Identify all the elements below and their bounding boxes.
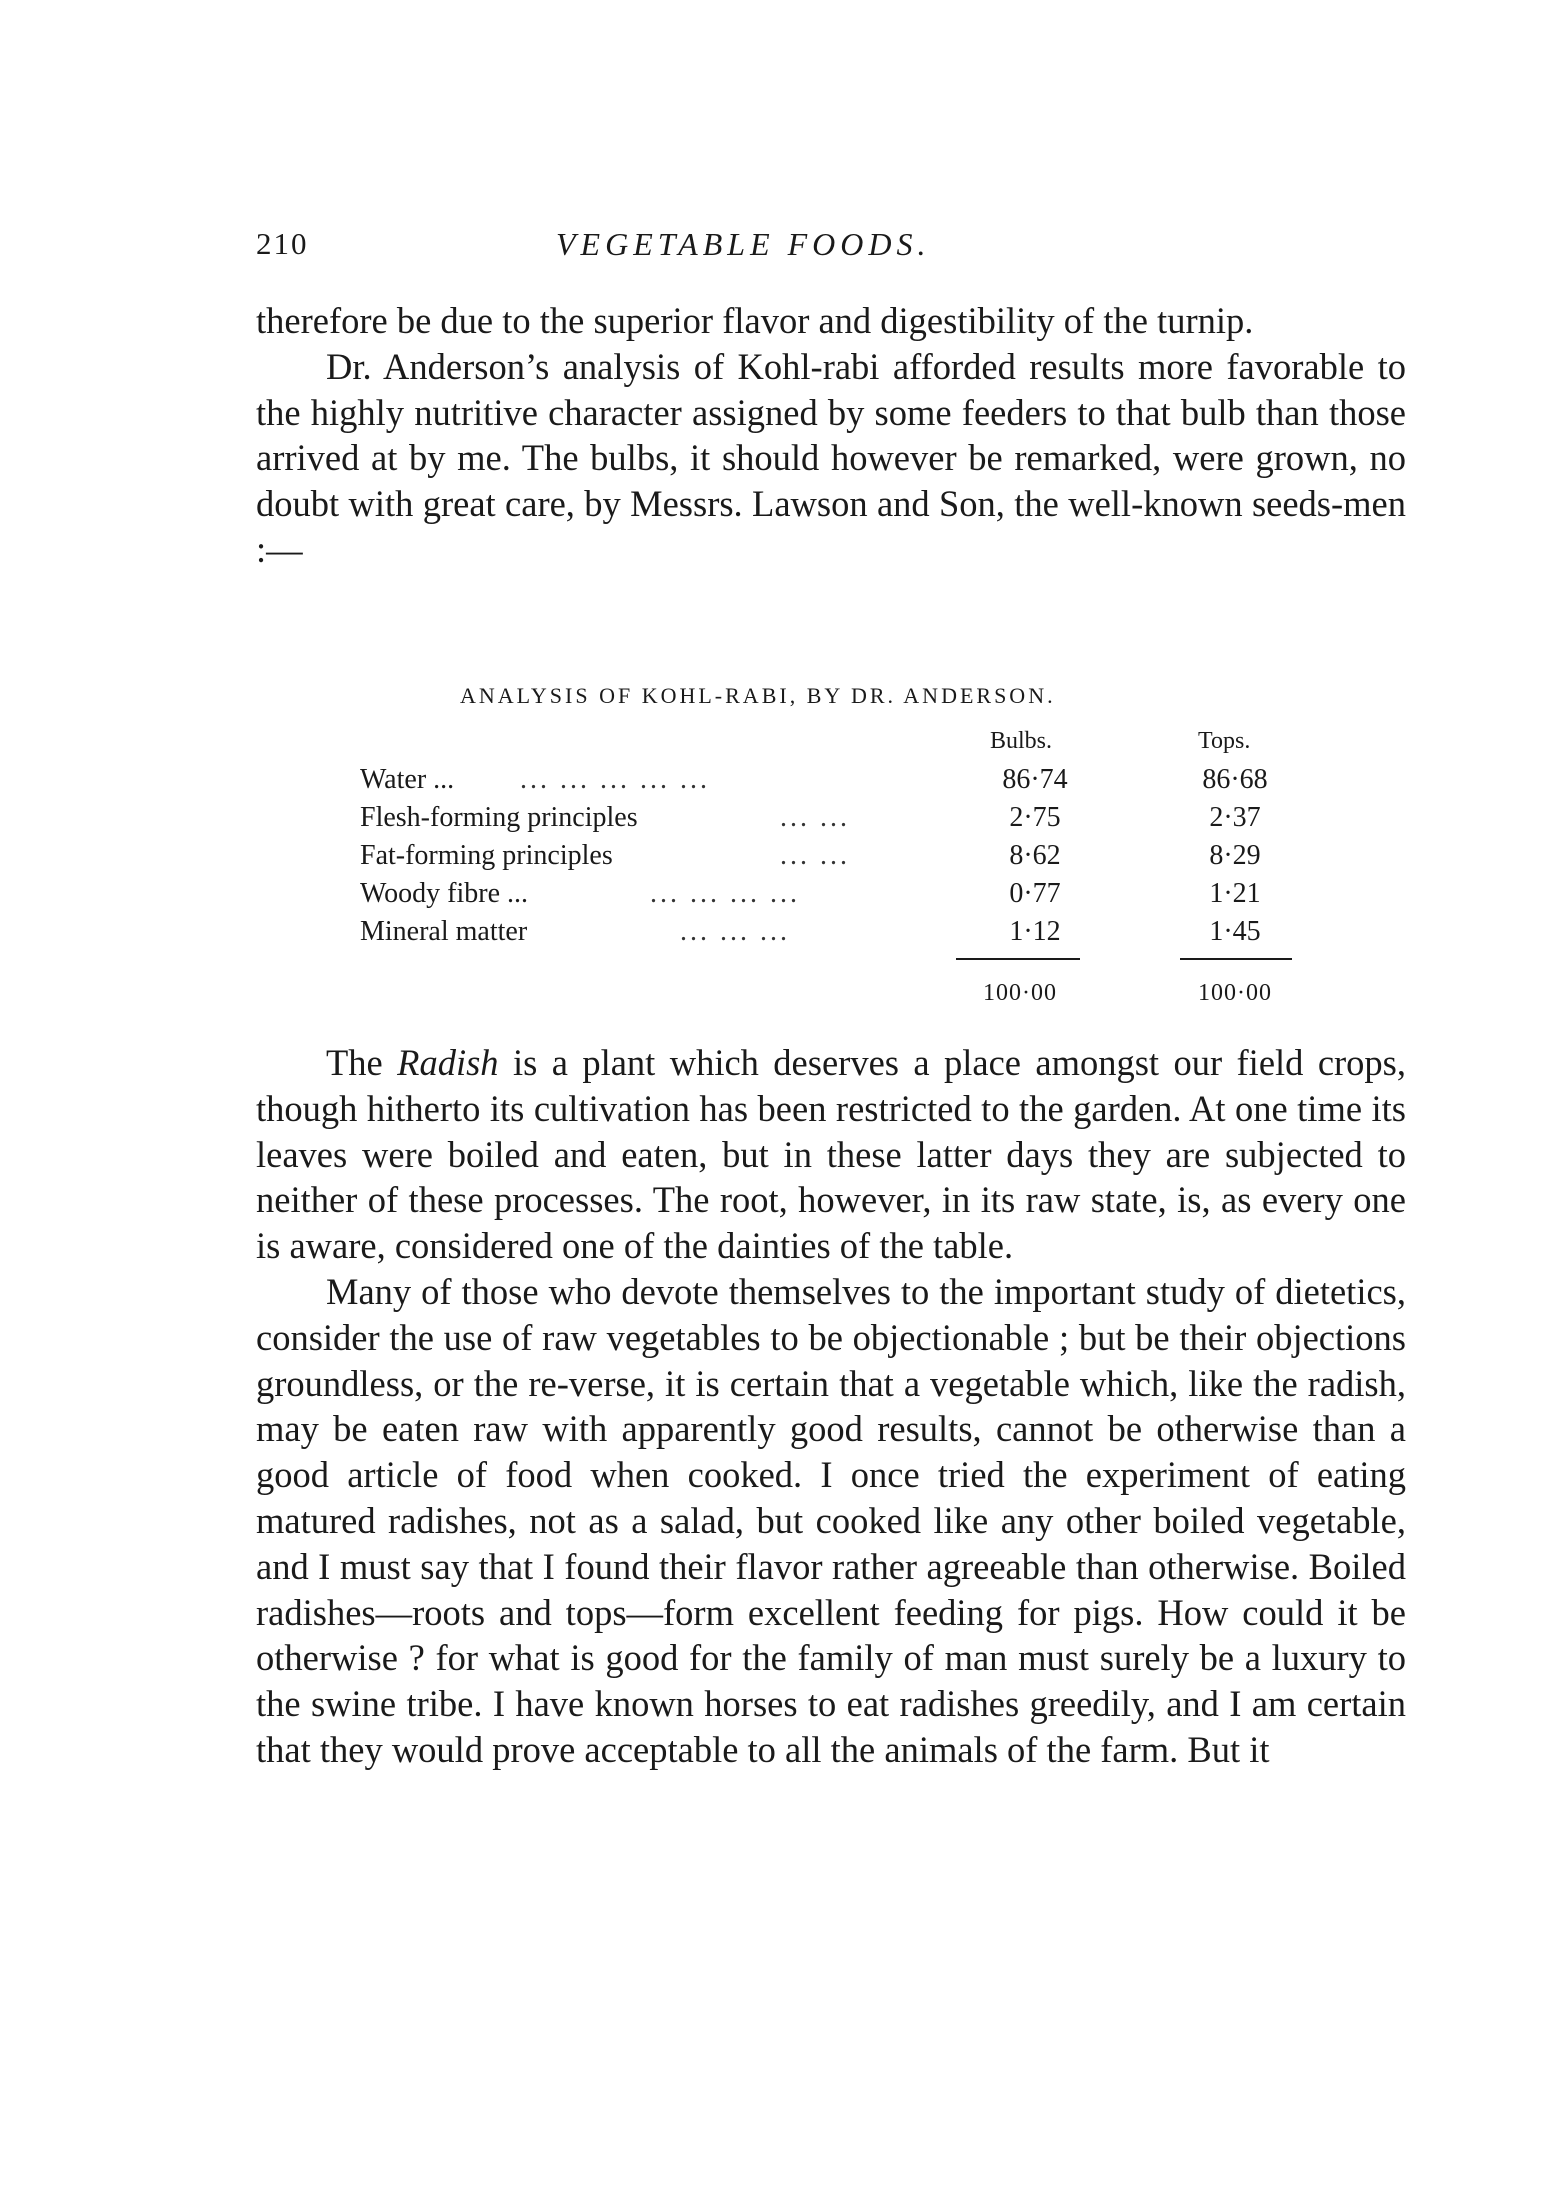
tops-value: 1·21 [1209,878,1261,909]
paragraph-4: Many of those who devote themselves to the important study of dietetics, consider the use of raw vegetables to be objectionable ; but be their objections groundless, or the re-verse, it is certain that a vegetable which, like the radish, may be eaten raw with apparently good results, cannot be otherwise than a good article of food when cooked. I once tried the experiment of eating matured radishes, not as a salad, but cooked like any other boiled vegetable, and I must say that I found their flavor rather agreeable than otherwise. Boiled radishes—roots and tops—form excellent feeding for pigs. How could it be otherwise ? for what is good for the family of man must surely be a luxury to the swine tribe. I have known horses to eat radishes greedily, and I am certain that they would prove acceptable to all the animals of the farm. But it [256,1270,1406,1770]
running-title: VEGETABLE FOODS. [556,226,931,262]
page-header [256,226,1406,276]
row-label: Water ... [360,764,455,795]
total-bulbs: 100·00 [983,980,1057,1006]
leader-dots: ... ... [780,840,850,871]
bulbs-value: 1·12 [1009,916,1061,947]
bulbs-value: 8·62 [1009,840,1061,871]
column-header-tops: Tops. [1198,728,1251,754]
total-tops: 100·00 [1198,980,1272,1006]
tops-value: 2·37 [1209,802,1261,833]
paragraph-2: Dr. Anderson’s analysis of Kohl-rabi afforded results more favorable to the highly nutritive character assigned by some feeders to that bulb than those arrived at by me. The bulbs, it should however be remarked, were grown, no doubt with great care, by Messrs. Lawson and Son, the well-known seeds-men :— [256,345,1406,570]
tops-value: 86·68 [1202,764,1268,795]
paragraph-3 [256,1040,1406,1269]
bulbs-value: 2·75 [1009,802,1061,833]
total-rule-bulbs [956,958,1080,960]
leader-dots: ... ... [780,802,850,833]
table-row [360,802,1310,840]
row-label: Woody fibre ... [360,878,529,909]
text-section-top [256,298,1406,573]
table-row [360,764,1310,802]
leader-dots: ... ... ... [680,916,790,947]
page-number: 210 [256,226,309,261]
table-caption: ANALYSIS OF KOHL-RABI, BY DR. ANDERSON. [460,683,1056,708]
leader-dots: ... ... ... ... ... [520,764,710,795]
leader-dots: ... ... ... ... [650,878,800,909]
bulbs-value: 86·74 [1002,764,1068,795]
table-row [360,878,1310,916]
paragraph-1: therefore be due to the superior flavor and digestibility of the turnip. [256,300,1254,341]
paragraph-3-rest: is a plant which deserves a place amongst our field crops, though hitherto its cultivation has been restricted to the garden. At one time its leaves were boiled and eaten, but in these latter days they are subjected to neither of these processes. The root, however, in its raw state, is, as every one is aware, considered one of the dainties of the table. [256,1042,1407,1267]
column-header-bulbs: Bulbs. [990,728,1053,754]
total-rule-tops [1180,958,1292,960]
row-label: Mineral matter [360,916,528,947]
tops-value: 8·29 [1209,840,1261,871]
bulbs-value: 0·77 [1009,878,1061,909]
table-row [360,916,1310,954]
tops-value: 1·45 [1209,916,1261,947]
table-row [360,840,1310,878]
radish-italic: Radish [397,1042,499,1083]
row-label: Flesh-forming principles [360,802,638,833]
row-label: Fat-forming principles [360,840,613,871]
paragraph-3-start: The [326,1042,398,1083]
text-section-bottom [256,1040,1406,1773]
